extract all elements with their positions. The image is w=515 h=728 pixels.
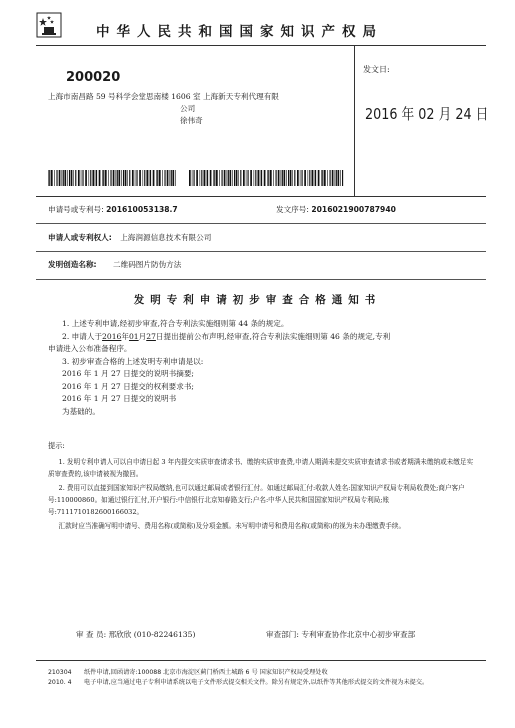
barcode-bar	[282, 170, 283, 186]
barcode-bar	[213, 170, 214, 186]
barcode-bar	[125, 170, 127, 186]
barcode-bar	[315, 170, 316, 186]
barcode-bar	[85, 170, 87, 186]
barcode-bar	[238, 170, 239, 186]
barcode-bar	[62, 170, 63, 186]
doc-no: 2016021900787940	[311, 205, 396, 214]
barcode-bar	[324, 170, 326, 186]
header-divider	[354, 46, 355, 196]
barcode-bar	[302, 170, 303, 186]
barcode-bar	[118, 170, 120, 186]
barcode-bar	[150, 170, 151, 186]
barcode-bar	[189, 170, 191, 186]
barcode-bar	[146, 170, 148, 186]
issue-date: 2016 年 02 月 24 日	[365, 105, 489, 123]
barcode-bar	[292, 170, 293, 186]
applicant-row	[48, 232, 211, 243]
p2-day: 27	[146, 331, 156, 341]
footer-rule	[36, 660, 486, 661]
barcode-bar	[99, 170, 101, 186]
barcode-bar	[170, 170, 171, 186]
barcode-bar	[248, 170, 249, 186]
barcode-bar	[264, 170, 266, 186]
barcode-bar	[135, 170, 136, 186]
issue-date-label: 发文日:	[363, 65, 390, 74]
barcode-bar	[268, 170, 269, 186]
paragraph-3: 3. 初步审查合格的上述发明专利申请是以:	[62, 356, 204, 366]
barcode-bar	[59, 170, 61, 186]
barcode-bar	[300, 170, 301, 186]
invention-title: 二维码图片防伪方法	[113, 260, 182, 269]
paragraph-1: 1. 上述专利申请,经初步审查,符合专利法实施细则第 44 条的规定。	[62, 319, 289, 328]
barcode-bar	[78, 170, 80, 186]
barcode-bar	[117, 170, 118, 186]
barcode-bar	[261, 170, 262, 186]
recipient-address	[48, 91, 279, 127]
barcode-bar	[201, 170, 202, 186]
barcode-bar	[321, 170, 322, 186]
barcode-bar	[312, 170, 314, 186]
barcode-bar	[284, 170, 286, 186]
invention-row	[48, 259, 181, 270]
barcode-bar	[82, 170, 83, 186]
barcode-bar	[136, 170, 137, 186]
examiner: 审 查 员: 邢欣欣 (010-82246135)	[76, 630, 196, 639]
application-no-label: 申请号或专利号:	[48, 205, 104, 214]
barcode-bar	[92, 170, 94, 186]
barcode-bar	[336, 170, 337, 186]
barcode-bar	[102, 170, 103, 186]
hint-2: 2. 费用可以直接到国家知识产权局缴纳,也可以通过邮局或者银行汇付。如通过邮局汇付:收款人姓名:国家知识产权局专利局收费处;商户客户号:110000860。如通过银行汇付,开户银行:中信银行北京知春路支行;户名:中华人民共和国国家知识产权局专利局;账号:7111710182600166032。	[48, 484, 465, 516]
recipient-name: 徐伟奇	[180, 116, 203, 125]
barcode-bar	[342, 170, 343, 186]
header-rule	[36, 45, 486, 46]
barcode-bar	[129, 170, 130, 186]
barcode-bar	[69, 170, 70, 186]
barcode-bar	[327, 170, 328, 186]
p2-month: 01	[128, 331, 139, 341]
barcode-bar	[332, 170, 334, 186]
barcode-bar	[219, 170, 220, 186]
barcode-bar	[96, 170, 97, 186]
barcode-bar	[246, 170, 247, 186]
barcode-rule	[36, 196, 486, 197]
row-divider	[36, 279, 486, 280]
barcode-bar	[255, 170, 256, 186]
barcode-left	[48, 170, 178, 186]
p2-text: 2. 申请人于	[62, 331, 103, 341]
barcode-bar	[207, 170, 208, 186]
basis-item-3: 2016 年 1 月 27 日提交的说明书	[62, 394, 177, 403]
barcode-bar	[338, 170, 340, 186]
barcode-bar	[127, 170, 128, 186]
doc-no-label: 发文序号:	[276, 205, 309, 214]
barcode-bar	[290, 170, 292, 186]
barcode-bar	[286, 170, 287, 186]
row-divider	[36, 223, 486, 224]
p2-text: 日提出提前公布声明,经审查,符合专利法实施细则第 46 条的规定,专利	[155, 331, 391, 341]
barcode-bar	[175, 170, 176, 186]
barcode-bar	[196, 170, 198, 186]
barcode-bar	[156, 170, 157, 186]
barcode-bar	[110, 170, 111, 186]
barcode-bar	[227, 170, 228, 186]
barcode-bar	[103, 170, 104, 186]
form-code: 210304	[48, 669, 72, 676]
barcode-bar	[222, 170, 223, 186]
barcode-bar	[250, 170, 252, 186]
barcode-bar	[308, 170, 309, 186]
hint-1: 1. 发明专利申请人可以自申请日起 3 年内提交实质审查请求书、缴纳实质审查费,申请人期满未提交实质审查请求书或者期满未缴纳或未缴足实质审查费的,该申请被视为撤回。	[48, 458, 474, 478]
form-version: 2010. 4	[48, 679, 72, 686]
barcode-bar	[314, 170, 315, 186]
footer-row	[48, 678, 498, 688]
national-emblem-icon	[36, 12, 62, 38]
barcode-bar	[51, 170, 53, 186]
footer-text: 电子申请,应当通过电子专利申请系统以电子文件形式提交相关文件。除另有规定外,以纸件等其他形式提交的文件视为未提交。	[84, 679, 429, 686]
barcode-bar	[297, 170, 299, 186]
barcode-bar	[73, 170, 74, 186]
barcode-bar	[164, 170, 165, 186]
basis-item-2: 2016 年 1 月 27 日提交的权利要求书;	[62, 381, 194, 391]
barcode-bar	[123, 170, 124, 186]
closing-text: 为基础的。	[62, 406, 100, 416]
basis-item-1: 2016 年 1 月 27 日提交的说明书摘要;	[62, 369, 194, 378]
barcode-bar	[200, 170, 201, 186]
hints	[48, 456, 478, 534]
barcode-bar	[81, 170, 82, 186]
barcode-bar	[95, 170, 96, 186]
barcode-bar	[340, 170, 341, 186]
barcode-bar	[144, 170, 145, 186]
barcode-bar	[206, 170, 207, 186]
barcode-bar	[281, 170, 282, 186]
office-title: 中华人民共和国国家知识产权局	[96, 24, 383, 40]
barcode-bar	[273, 170, 274, 186]
application-no-row	[48, 204, 178, 215]
postcode: 200020	[66, 70, 121, 85]
applicant-label: 申请人或专利权人:	[48, 233, 112, 242]
hint-3: 汇款时应当准确写明申请号、费用名称(或简称)及分项金额。未写明申请号和费用名称(或简称)的视为未办理缴费手续。	[58, 522, 406, 530]
address-line-1: 上海市南昌路 59 号科学会堂思南楼 1606 室 上海新天专利代理有限	[48, 92, 279, 101]
barcode-bar	[105, 170, 107, 186]
barcode-bar	[214, 170, 215, 186]
barcode-bar	[116, 170, 117, 186]
barcode-bar	[294, 170, 295, 186]
barcode-bar	[232, 170, 233, 186]
barcode-bar	[204, 170, 206, 186]
barcode-bar	[236, 170, 238, 186]
barcode-bar	[230, 170, 232, 186]
barcode-bar	[309, 170, 310, 186]
barcode-bar	[90, 170, 91, 186]
barcode-bar	[171, 170, 172, 186]
barcode-bar	[132, 170, 134, 186]
barcode-bar	[54, 170, 55, 186]
notice-body	[48, 318, 478, 418]
barcode-bar	[139, 170, 141, 186]
barcode-bar	[318, 170, 320, 186]
barcode-bar	[71, 170, 73, 186]
footer	[48, 668, 498, 688]
barcode-bar	[254, 170, 255, 186]
barcode-bar	[267, 170, 268, 186]
barcode-bar	[228, 170, 229, 186]
barcode-bar	[304, 170, 306, 186]
barcode-right	[189, 170, 344, 186]
barcode-bar	[153, 170, 155, 186]
barcode-bar	[157, 170, 158, 186]
paragraph-2	[48, 331, 478, 344]
p2-text: 年	[121, 331, 129, 341]
p2-text: 月	[138, 331, 147, 341]
barcode-bar	[335, 170, 336, 186]
application-no: 201610053138.7	[106, 205, 178, 214]
doc-no-row	[276, 204, 396, 215]
hints-label: 提示:	[48, 441, 65, 450]
barcode-bar	[162, 170, 163, 186]
paragraph-2-cont: 申请进入公布准备程序。	[48, 344, 132, 353]
barcode-bar	[172, 170, 174, 186]
barcode-bar	[322, 170, 323, 186]
barcode-bar	[63, 170, 64, 186]
barcode-bar	[330, 170, 331, 186]
invention-label: 发明创造名称:	[48, 260, 97, 269]
barcode-bar	[276, 170, 277, 186]
barcode-bar	[210, 170, 212, 186]
barcode-bar	[149, 170, 150, 186]
examination-department: 审查部门: 专利审查协作北京中心初步审查部	[266, 630, 416, 639]
footer-text: 纸件申请,回函请寄:100088 北京市海淀区蓟门桥西土城路 6 号 国家知识产权局受理处收	[84, 669, 328, 676]
footer-row	[48, 668, 498, 678]
barcode-bar	[258, 170, 260, 186]
barcode-bar	[108, 170, 109, 186]
barcode-bar	[121, 170, 122, 186]
barcode-bar	[192, 170, 193, 186]
barcode-bar	[49, 170, 50, 186]
row-divider	[36, 251, 486, 252]
barcode-bar	[224, 170, 226, 186]
barcode-bar	[270, 170, 272, 186]
barcode-bar	[56, 170, 57, 186]
barcode-bar	[89, 170, 90, 186]
barcode-bar	[194, 170, 195, 186]
barcode-bar	[159, 170, 161, 186]
barcode-bar	[234, 170, 235, 186]
barcode-bar	[48, 170, 49, 186]
notice-title: 发明专利申请初步审查合格通知书	[133, 294, 382, 306]
barcode-bar	[64, 170, 66, 186]
address-line-2: 公司	[180, 104, 196, 113]
barcode-bar	[216, 170, 218, 186]
barcode-bar	[278, 170, 280, 186]
barcode-bar	[240, 170, 241, 186]
barcode-bar	[243, 170, 245, 186]
p2-year: 2016	[102, 331, 122, 341]
barcode-bar	[75, 170, 76, 186]
barcode-bar	[260, 170, 261, 186]
barcode-bar	[167, 170, 169, 186]
barcode-bar	[288, 170, 289, 186]
barcode-bar	[67, 170, 68, 186]
barcode-bar	[143, 170, 144, 186]
applicant: 上海润源信息技术有限公司	[120, 233, 212, 242]
barcode-bar	[113, 170, 115, 186]
